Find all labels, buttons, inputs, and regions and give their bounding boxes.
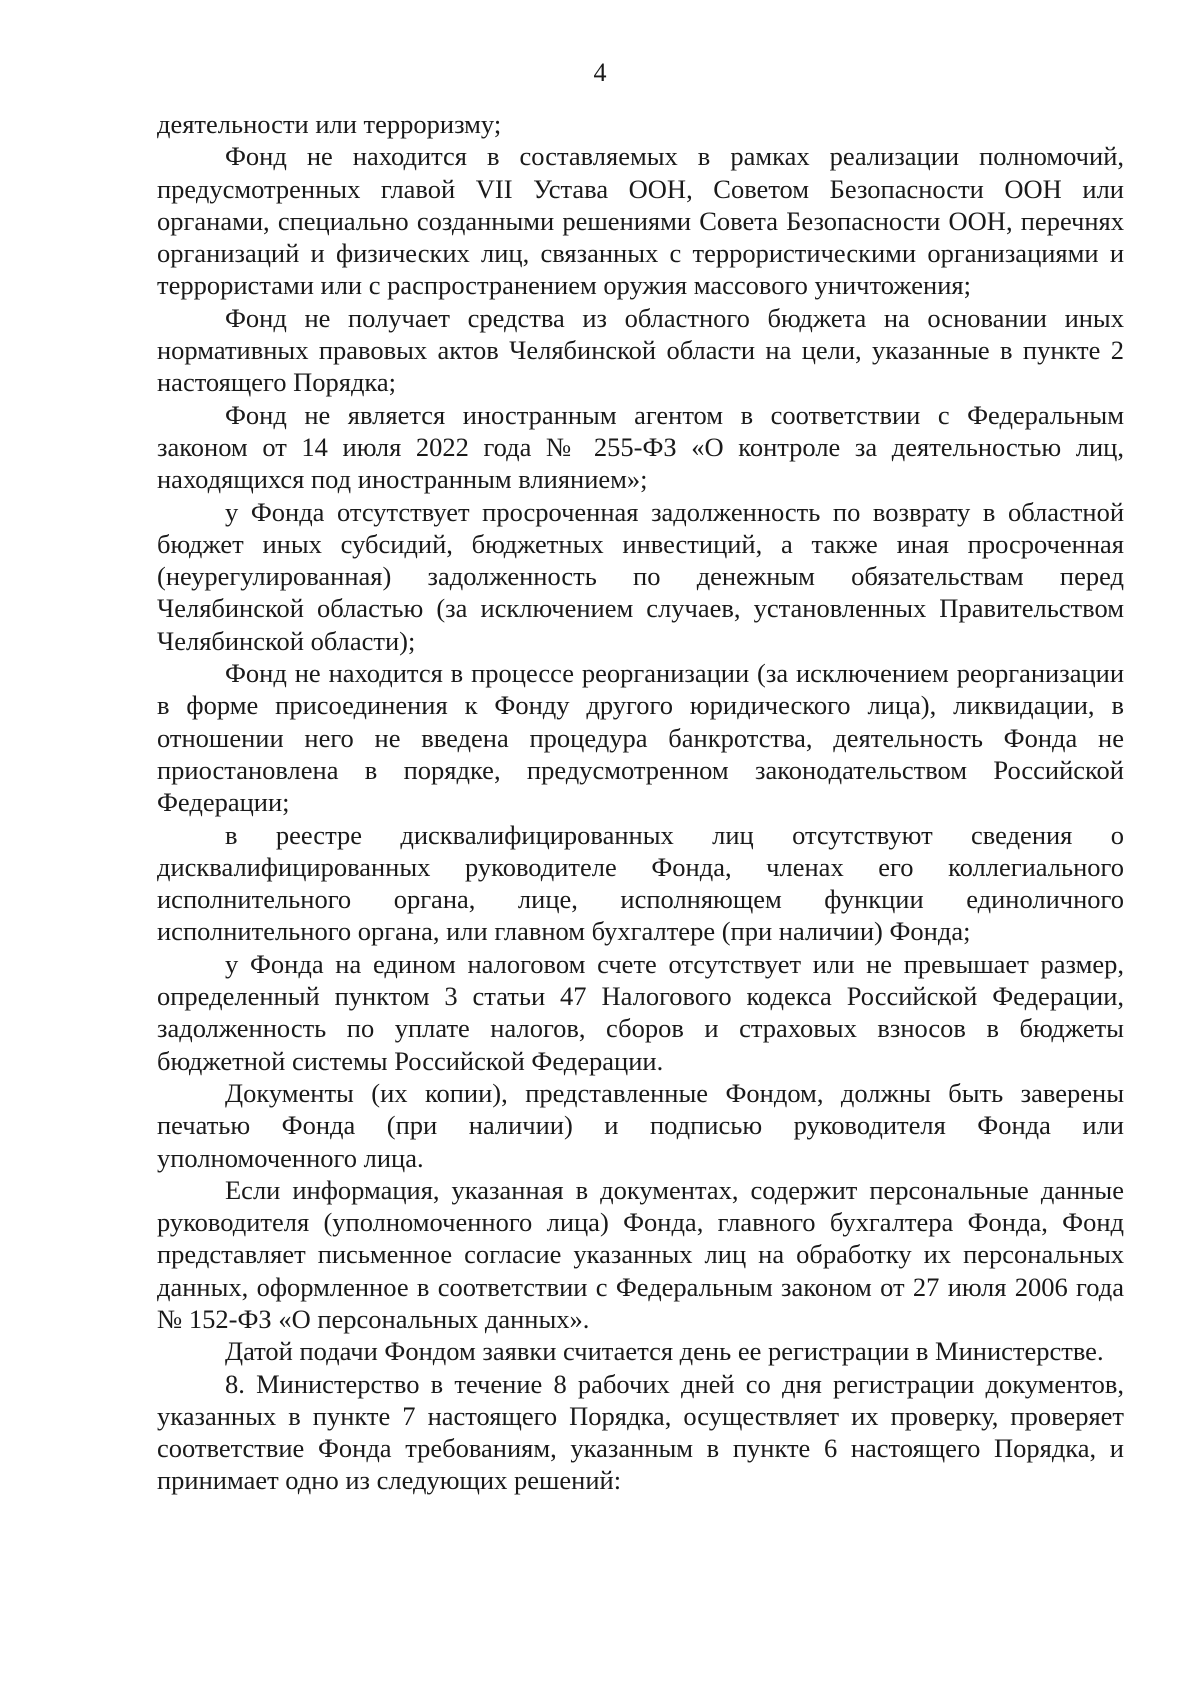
paragraph-continuation: деятельности или терроризму;	[157, 109, 502, 139]
paragraph-reorganization: Фонд не находится в процессе реорганизации (за исключением реорганизации в форме присоединения к Фонду другого юридического лица), ликвидации, в отношении него не введена процедура банкротства, деятельность Фонда не приостановлена в порядке, предусмотренном законодательством Российской Федерации;	[157, 658, 1124, 818]
paragraph-disqualified-persons: в реестре дисквалифицированных лиц отсутствуют сведения о дисквалифицированных руководителе Фонда, членах его коллегиального исполнительного органа, лице, исполняющем функции единоличного исполнительного органа, или главном бухгалтере (при наличии) Фонда;	[157, 819, 1124, 947]
paragraph-no-other-funding: Фонд не получает средства из областного бюджета на основании иных нормативных правовых актов Челябинской области на цели, указанные в пункте 2 настоящего Порядка;	[157, 302, 1124, 398]
document-body	[157, 108, 1124, 1497]
paragraph-un-sanctions: Фонд не находится в составляемых в рамках реализации полномочий, предусмотренных главой VII Устава ООН, Советом Безопасности ООН или органами, специально созданными решениями Совета Безопасности ООН, перечнях организаций и физических лиц, связанных с террористическими организациями и террористами или с распространением оружия массового уничтожения;	[157, 141, 1124, 301]
paragraph-personal-data-consent: Если информация, указанная в документах, содержит персональные данные руководителя (уполномоченного лица) Фонда, главного бухгалтера Фонда, Фонд представляет письменное согласие указанных лиц на обработку их персональных данных, оформленное в соответствии с Федеральным законом от 27 июля 2006 года № 152-ФЗ «О персональных данных».	[157, 1174, 1124, 1334]
paragraph-submission-date: Датой подачи Фондом заявки считается день ее регистрации в Министерстве.	[225, 1336, 1104, 1367]
paragraph-item-8: 8. Министерство в течение 8 рабочих дней со дня регистрации документов, указанных в пункте 7 настоящего Порядка, осуществляет их проверку, проверяет соответствие Фонда требованиям, указанным в пункте 6 настоящего Порядка, и принимает одно из следующих решений:	[157, 1368, 1124, 1496]
paragraph-document-certification: Документы (их копии), представленные Фондом, должны быть заверены печатью Фонда (при наличии) и подписью руководителя Фонда или уполномоченного лица.	[157, 1077, 1124, 1173]
paragraph-tax-debt: у Фонда на едином налоговом счете отсутствует или не превышает размер, определенный пунктом 3 статьи 47 Налогового кодекса Российской Федерации, задолженность по уплате налогов, сборов и страховых взносов в бюджеты бюджетной системы Российской Федерации.	[157, 948, 1124, 1076]
paragraph-overdue-debt: у Фонда отсутствует просроченная задолженность по возврату в областной бюджет иных субсидий, бюджетных инвестиций, а также иная просроченная (неурегулированная) задолженность по денежным обязательствам перед Челябинской областью (за исключением случаев, установленных Правительством Челябинской области);	[157, 496, 1124, 656]
paragraph-foreign-agent: Фонд не является иностранным агентом в соответствии с Федеральным законом от 14 июля 2022 года № 255-ФЗ «О контроле за деятельностью лиц, находящихся под иностранным влиянием»;	[157, 399, 1124, 495]
page-number: 4	[593, 58, 607, 87]
